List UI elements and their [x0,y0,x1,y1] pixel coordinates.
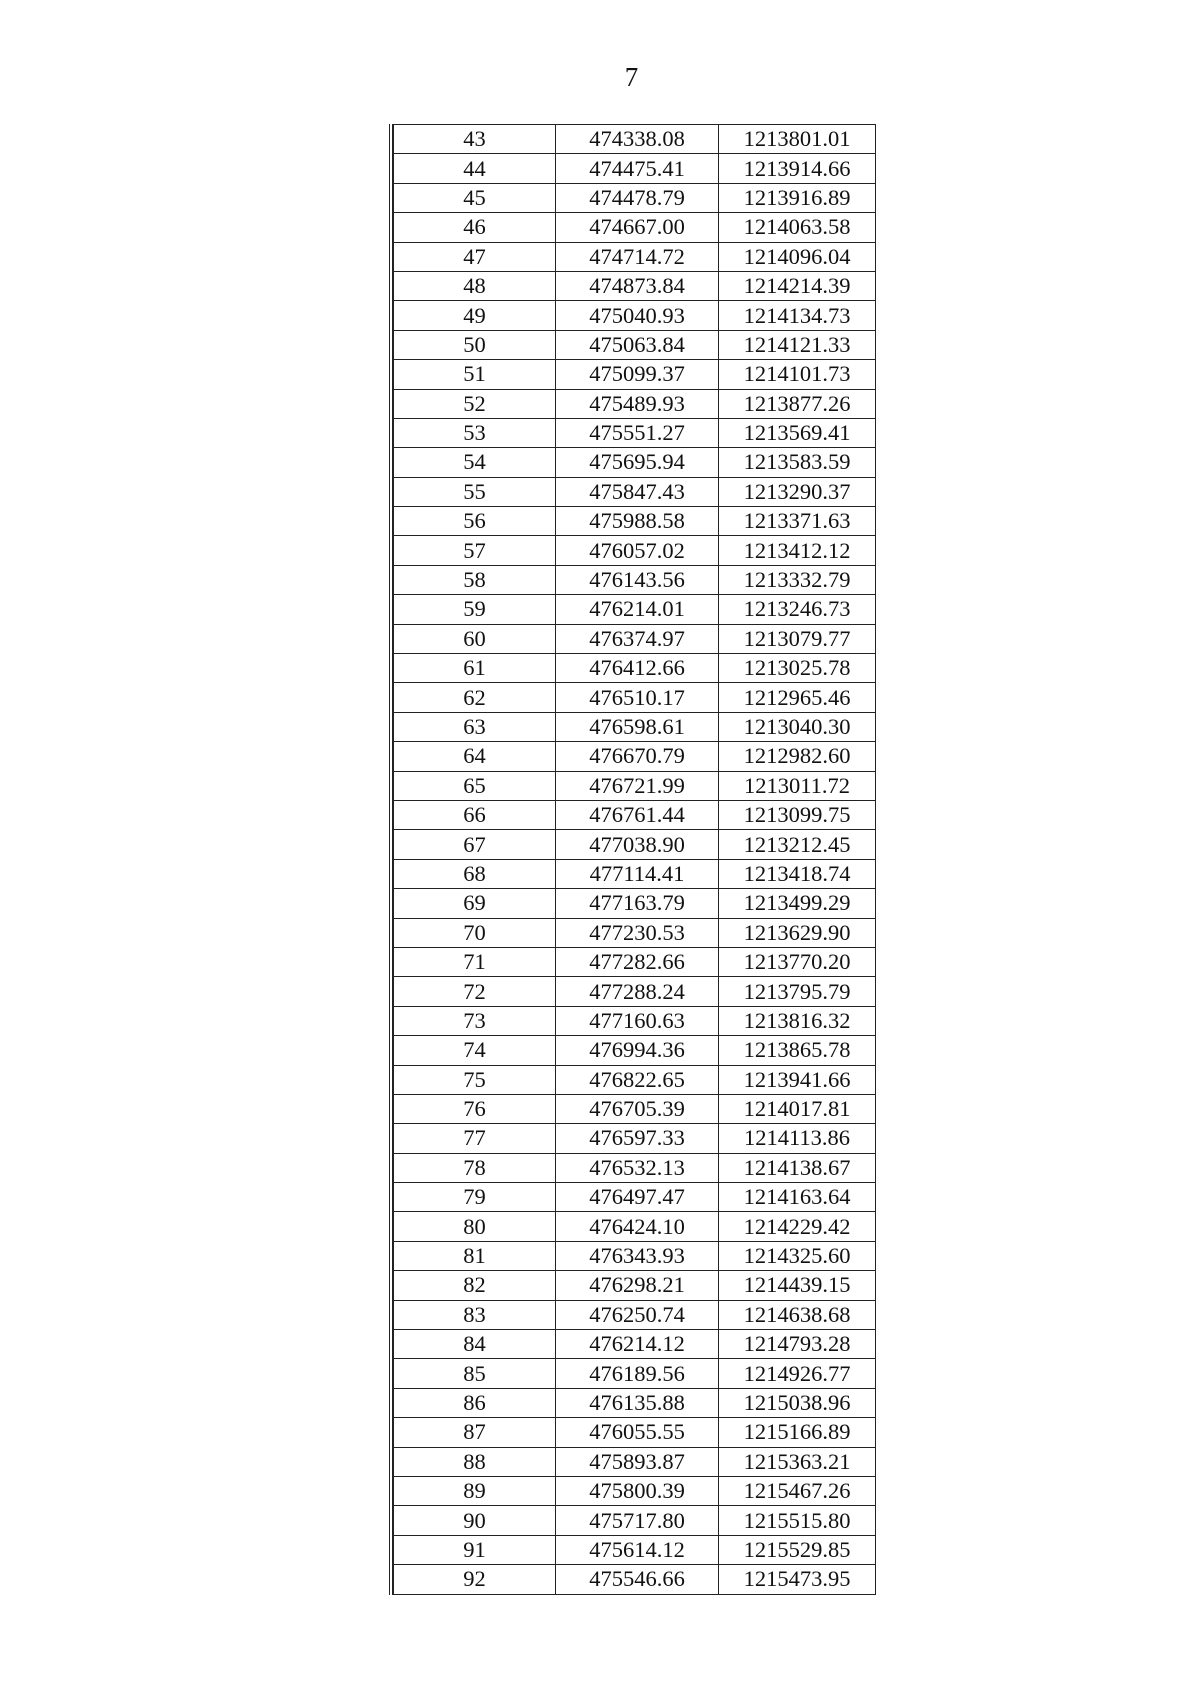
point-number-cell: 84 [394,1330,556,1359]
x-coordinate-cell: 475546.66 [556,1565,719,1594]
x-coordinate-cell: 476598.61 [556,712,719,741]
x-coordinate-cell: 476822.65 [556,1065,719,1094]
y-coordinate-cell: 1214229.42 [719,1212,876,1241]
y-coordinate-cell: 1213246.73 [719,595,876,624]
table-row [394,1241,876,1270]
y-coordinate-cell: 1213941.66 [719,1065,876,1094]
table-row [394,977,876,1006]
y-coordinate-cell: 1212965.46 [719,683,876,712]
point-number-cell: 63 [394,712,556,741]
point-number-cell: 88 [394,1447,556,1476]
table-row [394,507,876,536]
table-row [394,330,876,359]
y-coordinate-cell: 1213212.45 [719,830,876,859]
x-coordinate-cell: 477114.41 [556,859,719,888]
point-number-cell: 74 [394,1036,556,1065]
x-coordinate-cell: 476670.79 [556,742,719,771]
point-number-cell: 55 [394,477,556,506]
y-coordinate-cell: 1213795.79 [719,977,876,1006]
table-row [394,683,876,712]
table-row [394,271,876,300]
x-coordinate-cell: 476189.56 [556,1359,719,1388]
table-row [394,360,876,389]
page-number: 7 [624,62,639,92]
x-coordinate-cell: 476510.17 [556,683,719,712]
x-coordinate-cell: 476597.33 [556,1124,719,1153]
x-coordinate-cell: 474478.79 [556,183,719,212]
x-coordinate-cell: 476057.02 [556,536,719,565]
point-number-cell: 60 [394,624,556,653]
y-coordinate-cell: 1213914.66 [719,154,876,183]
point-number-cell: 82 [394,1271,556,1300]
y-coordinate-cell: 1215529.85 [719,1535,876,1564]
y-coordinate-cell: 1214096.04 [719,242,876,271]
y-coordinate-cell: 1213099.75 [719,800,876,829]
x-coordinate-cell: 475893.87 [556,1447,719,1476]
point-number-cell: 59 [394,595,556,624]
table-row [394,1271,876,1300]
x-coordinate-cell: 476994.36 [556,1036,719,1065]
point-number-cell: 64 [394,742,556,771]
point-number-cell: 43 [394,125,556,154]
point-number-cell: 57 [394,536,556,565]
x-coordinate-cell: 475988.58 [556,507,719,536]
y-coordinate-cell: 1213877.26 [719,389,876,418]
y-coordinate-cell: 1213418.74 [719,859,876,888]
y-coordinate-cell: 1213290.37 [719,477,876,506]
y-coordinate-cell: 1214121.33 [719,330,876,359]
y-coordinate-cell: 1213025.78 [719,654,876,683]
point-number-cell: 80 [394,1212,556,1241]
y-coordinate-cell: 1213332.79 [719,565,876,594]
table-row [394,536,876,565]
x-coordinate-cell: 476705.39 [556,1094,719,1123]
table-row [394,1535,876,1564]
point-number-cell: 47 [394,242,556,271]
x-coordinate-cell: 476214.12 [556,1330,719,1359]
table-row [394,1330,876,1359]
point-number-cell: 56 [394,507,556,536]
x-coordinate-cell: 476214.01 [556,595,719,624]
y-coordinate-cell: 1213040.30 [719,712,876,741]
x-coordinate-cell: 476497.47 [556,1183,719,1212]
table-row [394,448,876,477]
y-coordinate-cell: 1215038.96 [719,1388,876,1417]
table-row [394,565,876,594]
table-row [394,125,876,154]
y-coordinate-cell: 1214638.68 [719,1300,876,1329]
y-coordinate-cell: 1215363.21 [719,1447,876,1476]
point-number-cell: 73 [394,1006,556,1035]
y-coordinate-cell: 1213371.63 [719,507,876,536]
x-coordinate-cell: 476532.13 [556,1153,719,1182]
table-row [394,183,876,212]
table-row [394,418,876,447]
x-coordinate-cell: 474714.72 [556,242,719,271]
x-coordinate-cell: 476143.56 [556,565,719,594]
point-number-cell: 46 [394,213,556,242]
point-number-cell: 71 [394,947,556,976]
y-coordinate-cell: 1215467.26 [719,1476,876,1505]
table-row [394,301,876,330]
x-coordinate-cell: 475695.94 [556,448,719,477]
y-coordinate-cell: 1214214.39 [719,271,876,300]
y-coordinate-cell: 1213412.12 [719,536,876,565]
x-coordinate-cell: 476343.93 [556,1241,719,1270]
point-number-cell: 89 [394,1476,556,1505]
y-coordinate-cell: 1213629.90 [719,918,876,947]
x-coordinate-cell: 477282.66 [556,947,719,976]
table-row [394,1418,876,1447]
point-number-cell: 90 [394,1506,556,1535]
y-coordinate-cell: 1213583.59 [719,448,876,477]
table-body [394,125,876,1595]
y-coordinate-cell: 1214138.67 [719,1153,876,1182]
x-coordinate-cell: 476721.99 [556,771,719,800]
x-coordinate-cell: 474338.08 [556,125,719,154]
y-coordinate-cell: 1214163.64 [719,1183,876,1212]
y-coordinate-cell: 1213801.01 [719,125,876,154]
y-coordinate-cell: 1214017.81 [719,1094,876,1123]
x-coordinate-cell: 475489.93 [556,389,719,418]
x-coordinate-cell: 476424.10 [556,1212,719,1241]
x-coordinate-cell: 475800.39 [556,1476,719,1505]
point-number-cell: 62 [394,683,556,712]
point-number-cell: 61 [394,654,556,683]
table-row [394,1388,876,1417]
y-coordinate-cell: 1215515.80 [719,1506,876,1535]
point-number-cell: 69 [394,889,556,918]
table-row [394,1447,876,1476]
x-coordinate-cell: 474475.41 [556,154,719,183]
y-coordinate-cell: 1213499.29 [719,889,876,918]
point-number-cell: 49 [394,301,556,330]
x-coordinate-cell: 475717.80 [556,1506,719,1535]
x-coordinate-cell: 475614.12 [556,1535,719,1564]
x-coordinate-cell: 477038.90 [556,830,719,859]
x-coordinate-cell: 476055.55 [556,1418,719,1447]
point-number-cell: 52 [394,389,556,418]
x-coordinate-cell: 476298.21 [556,1271,719,1300]
x-coordinate-cell: 475099.37 [556,360,719,389]
x-coordinate-cell: 477160.63 [556,1006,719,1035]
y-coordinate-cell: 1213569.41 [719,418,876,447]
table-row [394,859,876,888]
y-coordinate-cell: 1214113.86 [719,1124,876,1153]
y-coordinate-cell: 1212982.60 [719,742,876,771]
point-number-cell: 77 [394,1124,556,1153]
point-number-cell: 72 [394,977,556,1006]
point-number-cell: 85 [394,1359,556,1388]
point-number-cell: 58 [394,565,556,594]
x-coordinate-cell: 477230.53 [556,918,719,947]
x-coordinate-cell: 477288.24 [556,977,719,1006]
table-row [394,830,876,859]
table-row [394,1359,876,1388]
y-coordinate-cell: 1215473.95 [719,1565,876,1594]
table-row [394,1036,876,1065]
table-row [394,889,876,918]
x-coordinate-cell: 476250.74 [556,1300,719,1329]
point-number-cell: 79 [394,1183,556,1212]
point-number-cell: 78 [394,1153,556,1182]
point-number-cell: 54 [394,448,556,477]
point-number-cell: 81 [394,1241,556,1270]
point-number-cell: 92 [394,1565,556,1594]
table-row [394,595,876,624]
table-row [394,477,876,506]
point-number-cell: 91 [394,1535,556,1564]
table-row [394,1094,876,1123]
table-row [394,800,876,829]
y-coordinate-cell: 1213916.89 [719,183,876,212]
y-coordinate-cell: 1214325.60 [719,1241,876,1270]
point-number-cell: 67 [394,830,556,859]
x-coordinate-cell: 475040.93 [556,301,719,330]
point-number-cell: 68 [394,859,556,888]
table-row [394,742,876,771]
y-coordinate-cell: 1213816.32 [719,1006,876,1035]
x-coordinate-cell: 476761.44 [556,800,719,829]
point-number-cell: 66 [394,800,556,829]
y-coordinate-cell: 1214101.73 [719,360,876,389]
y-coordinate-cell: 1213770.20 [719,947,876,976]
table-row [394,654,876,683]
table-row [394,1065,876,1094]
table-row [394,1300,876,1329]
table-row [394,1006,876,1035]
point-number-cell: 86 [394,1388,556,1417]
x-coordinate-cell: 474667.00 [556,213,719,242]
point-number-cell: 76 [394,1094,556,1123]
table-row [394,1183,876,1212]
y-coordinate-cell: 1214926.77 [719,1359,876,1388]
point-number-cell: 65 [394,771,556,800]
point-number-cell: 87 [394,1418,556,1447]
point-number-cell: 48 [394,271,556,300]
y-coordinate-cell: 1213865.78 [719,1036,876,1065]
point-number-cell: 75 [394,1065,556,1094]
x-coordinate-cell: 475847.43 [556,477,719,506]
table-row [394,712,876,741]
table-row [394,918,876,947]
point-number-cell: 45 [394,183,556,212]
table-row [394,947,876,976]
table-row [394,1506,876,1535]
table-row [394,242,876,271]
table-row [394,213,876,242]
x-coordinate-cell: 476374.97 [556,624,719,653]
point-number-cell: 53 [394,418,556,447]
y-coordinate-cell: 1213011.72 [719,771,876,800]
point-number-cell: 70 [394,918,556,947]
table-row [394,1565,876,1594]
coordinates-table [389,124,875,1595]
table-row [394,154,876,183]
y-coordinate-cell: 1213079.77 [719,624,876,653]
x-coordinate-cell: 476412.66 [556,654,719,683]
table-row [394,1124,876,1153]
x-coordinate-cell: 474873.84 [556,271,719,300]
table-row [394,624,876,653]
table-row [394,389,876,418]
point-number-cell: 51 [394,360,556,389]
y-coordinate-cell: 1214134.73 [719,301,876,330]
x-coordinate-cell: 475551.27 [556,418,719,447]
table-row [394,1476,876,1505]
point-number-cell: 50 [394,330,556,359]
x-coordinate-cell: 476135.88 [556,1388,719,1417]
table-row [394,771,876,800]
x-coordinate-cell: 475063.84 [556,330,719,359]
table-row [394,1153,876,1182]
y-coordinate-cell: 1214063.58 [719,213,876,242]
point-number-cell: 44 [394,154,556,183]
y-coordinate-cell: 1214439.15 [719,1271,876,1300]
x-coordinate-cell: 477163.79 [556,889,719,918]
table-row [394,1212,876,1241]
y-coordinate-cell: 1215166.89 [719,1418,876,1447]
point-number-cell: 83 [394,1300,556,1329]
y-coordinate-cell: 1214793.28 [719,1330,876,1359]
